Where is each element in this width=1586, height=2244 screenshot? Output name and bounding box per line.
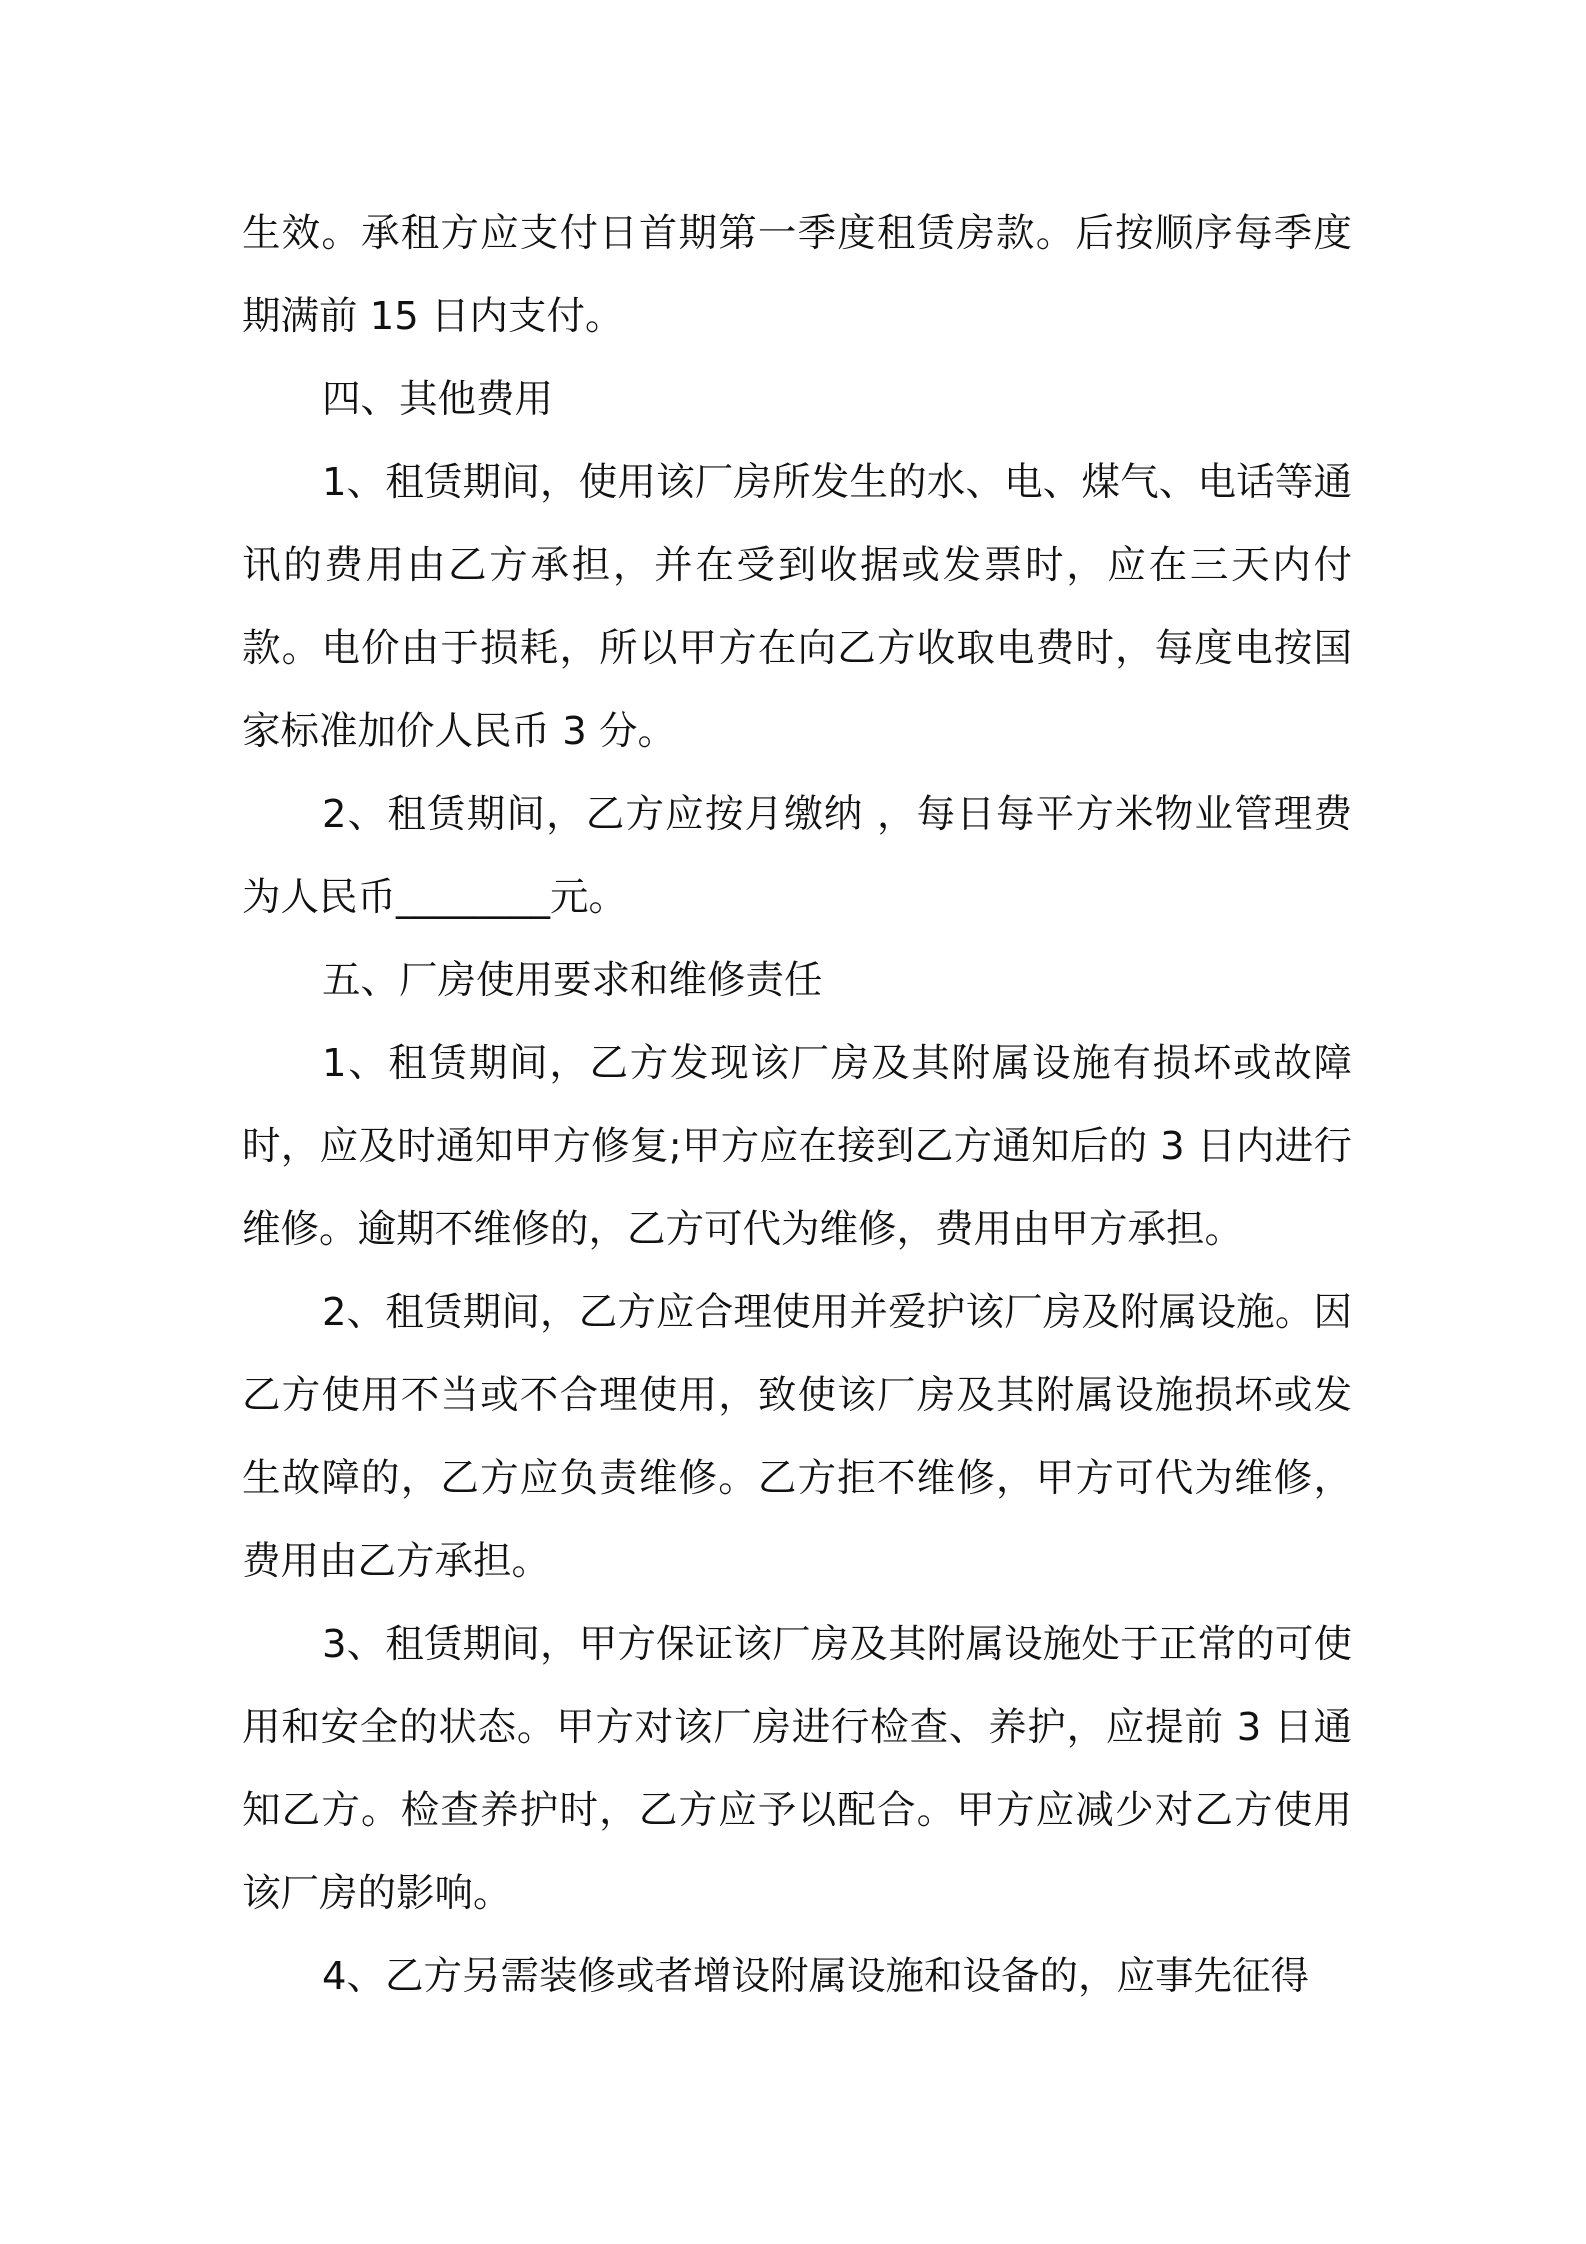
paragraph-payment-terms: 生效。承租方应支付日首期第一季度租赁房款。后按顺序每季度期满前 15 日内支付。 — [242, 211, 1352, 339]
paragraph-utilities-fees: 1、租赁期间，使用该厂房所发生的水、电、煤气、电话等通讯的费用由乙方承担，并在受到收据或发票时，应在三天内付款。电价由于损耗，所以甲方在向乙方收取电费时，每度电按国家标准加价人民币 3 分。 — [242, 460, 1352, 754]
section-heading-usage-and-maintenance: 五、厂房使用要求和维修责任 — [322, 958, 823, 1003]
paragraph-property-management-fee: 2、租赁期间，乙方应按月缴纳 ，每日每平方米物业管理费为人民币________元。 — [242, 792, 1352, 920]
paragraph-maintenance-clause-1: 1、租赁期间，乙方发现该厂房及其附属设施有损坏或故障时，应及时通知甲方修复;甲方应在接到乙方通知后的 3 日内进行维修。逾期不维修的，乙方可代为维修，费用由甲方承担。 — [242, 1041, 1352, 1252]
paragraph-maintenance-clause-4: 4、乙方另需装修或者增设附属设施和设备的，应事先征得 — [322, 1954, 1309, 1999]
document-body — [242, 192, 1352, 2018]
section-heading-other-fees: 四、其他费用 — [322, 377, 554, 422]
paragraph-maintenance-clause-2: 2、租赁期间，乙方应合理使用并爱护该厂房及附属设施。因乙方使用不当或不合理使用，致使该厂房及其附属设施损坏或发生故障的，乙方应负责维修。乙方拒不维修，甲方可代为维修，费用由乙方承担。 — [242, 1290, 1352, 1584]
paragraph-maintenance-clause-3: 3、租赁期间，甲方保证该厂房及其附属设施处于正常的可使用和安全的状态。甲方对该厂房进行检查、养护，应提前 3 日通知乙方。检查养护时，乙方应予以配合。甲方应减少对乙方使用该厂房的影响。 — [242, 1622, 1352, 1916]
